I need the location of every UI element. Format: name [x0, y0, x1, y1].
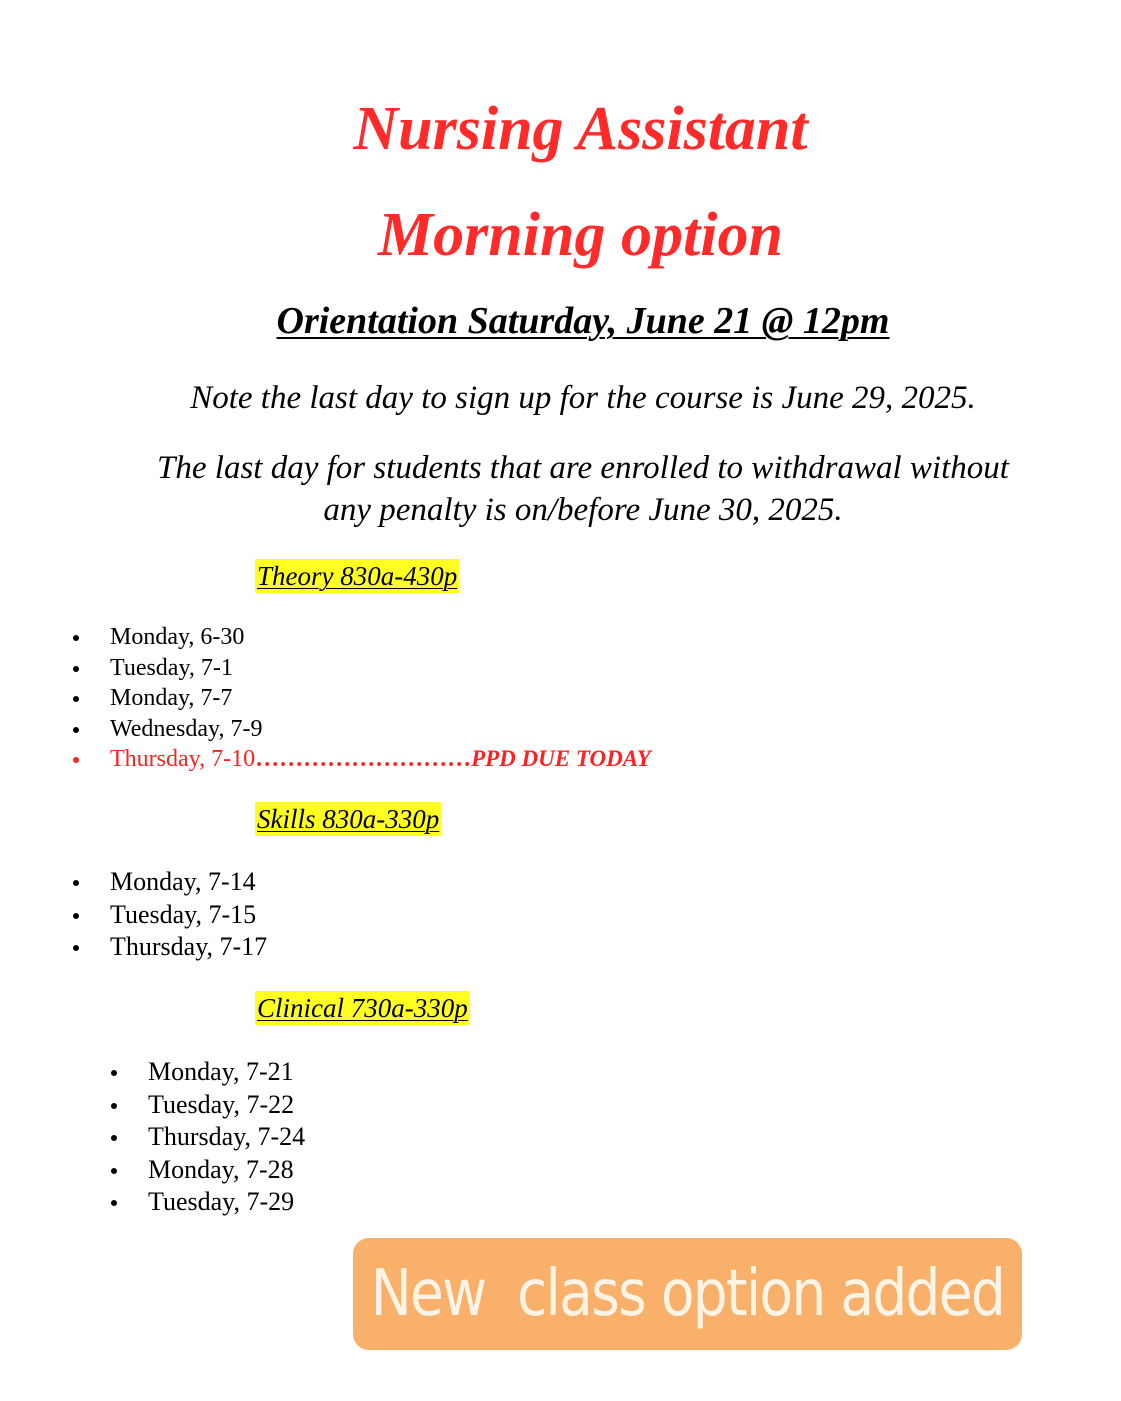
bullet-icon [73, 635, 79, 641]
withdraw-deadline-note-line-2: any penalty is on/before June 30, 2025. [323, 492, 843, 528]
list-item-label: Tuesday, 7-1 [110, 654, 233, 681]
list-item-label: Tuesday, 7-15 [110, 899, 257, 929]
bullet-icon [73, 880, 79, 886]
clinical-heading: Clinical 730a-330p [257, 993, 468, 1023]
bullet-icon [73, 757, 79, 763]
page-title: Nursing Assistant [353, 95, 808, 163]
bullet-icon [73, 727, 79, 733]
bullet-icon [111, 1103, 117, 1109]
orientation-heading: Orientation Saturday, June 21 @ 12pm [276, 300, 890, 342]
bullet-icon [111, 1135, 117, 1141]
bullet-icon [111, 1200, 117, 1206]
list-item-label-group [110, 744, 651, 775]
bullet-icon [111, 1070, 117, 1076]
bullet-icon [73, 696, 79, 702]
leader-dots: ……………………… [255, 746, 472, 772]
withdraw-deadline-note-line-1: The last day for students that are enrolled to withdrawal without [157, 450, 1009, 486]
page-subtitle: Morning option [378, 201, 783, 269]
list-item-label: Thursday, 7-10 [110, 746, 256, 772]
list-item-label: Thursday, 7-24 [148, 1122, 306, 1151]
signup-deadline-note: Note the last day to sign up for the course is June 29, 2025. [190, 380, 976, 416]
bullet-icon [73, 913, 79, 919]
list-item-label: Monday, 7-14 [110, 867, 256, 896]
theory-heading: Theory 830a-430p [257, 561, 458, 591]
skills-heading: Skills 830a-330p [257, 804, 440, 834]
new-class-option-label: New class option added [370, 1257, 1005, 1331]
ppd-due-note: PPD DUE TODAY [471, 746, 651, 771]
list-item-label: Tuesday, 7-22 [148, 1089, 295, 1119]
list-item-label: Monday, 7-7 [110, 685, 233, 711]
list-item-label: Monday, 7-28 [148, 1154, 294, 1184]
new-class-option-badge [353, 1238, 1022, 1350]
list-item-label: Tuesday, 7-29 [148, 1187, 295, 1216]
bullet-icon [73, 945, 79, 951]
list-item-label: Wednesday, 7-9 [110, 715, 263, 742]
bullet-icon [73, 666, 79, 672]
bullet-icon [111, 1168, 117, 1174]
list-item-label: Thursday, 7-17 [110, 932, 268, 961]
list-item-label: Monday, 7-21 [148, 1057, 294, 1086]
list-item-label: Monday, 6-30 [110, 624, 245, 650]
